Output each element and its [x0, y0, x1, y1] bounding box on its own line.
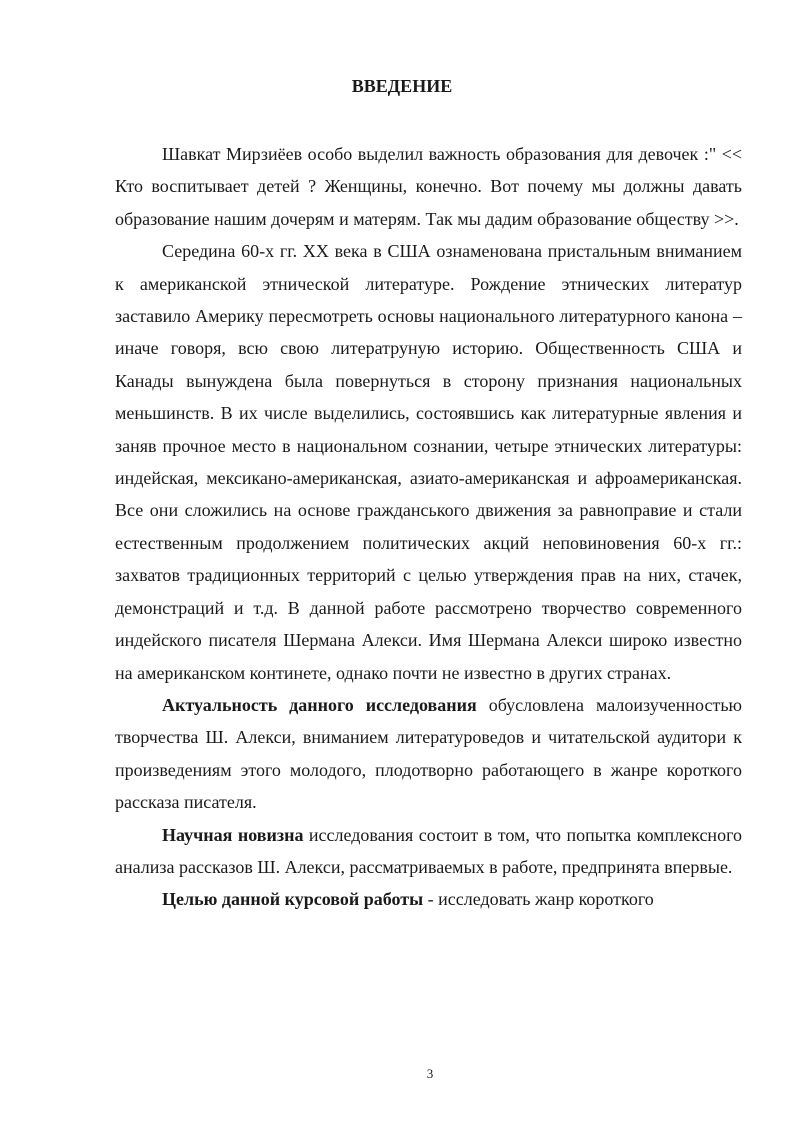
paragraph-novelty	[115, 819, 742, 884]
paragraph-text: - исследовать жанр короткого	[423, 889, 654, 910]
page-number: 3	[426, 1066, 434, 1081]
page-title: ВВЕДЕНИЕ	[351, 76, 453, 96]
paragraph-text: Шавкат Мирзиёев особо выделил важность образования для девочек :" << Кто воспитывает детей ? Женщины, конечно. Вот почему мы должны давать образование нашим дочерям и матерям. Так мы дадим образование обществу >>.	[115, 144, 742, 229]
paragraph-background	[115, 235, 742, 689]
body-text	[115, 138, 742, 916]
paragraph-lead: Целью данной курсовой работы	[162, 889, 424, 910]
paragraph-intro-quote	[115, 138, 742, 235]
paragraph-text: Середина 60-х гг. XX века в США ознаменована пристальным вниманием к американской этнической литературе. Рождение этнических литератур заставило Америку пересмотреть основы национального литературного канона – иначе говоря, всю свою литератруную историю. Общественность США и Канады вынуждена была повернуться в сторону признания национальных меньшинств. В их числе выделились, состоявшись как литературные явления и заняв прочное место в национальном сознании, четыре этнических литературы: индейская, мексикано-американская, азиато-американская и афроамериканская. Все они сложились на основе гражданського движения за равноправие и стали естественным продолжением политических акций неповиновения 60-х гг.: захватов традиционных территорий с целью утверждения прав на них, стачек, демонстраций и т.д. В данной работе рассмотрено творчество современного индейского писателя Шермана Алекси. Имя Шермана Алекси широко известно на американском континете, однако почти не известно в других странах.	[115, 241, 742, 683]
paragraph-text: обусловлена малоизученностью творчества Ш. Алекси, вниманием литературоведов и читательской аудитори к произведениям этого молодого, плодотворно работающего в жанре короткого рассказа писателя.	[115, 694, 742, 813]
paragraph-relevance	[115, 689, 742, 819]
paragraph-text: исследования состоит в том, что попытка комплексного анализа рассказов Ш. Алекси, рассматриваемых в работе, предпринята впервые.	[115, 824, 742, 877]
paragraph-goal	[115, 883, 742, 915]
paragraph-lead: Актуальность данного исследования	[162, 694, 477, 715]
paragraph-lead: Научная новизна	[162, 824, 304, 845]
